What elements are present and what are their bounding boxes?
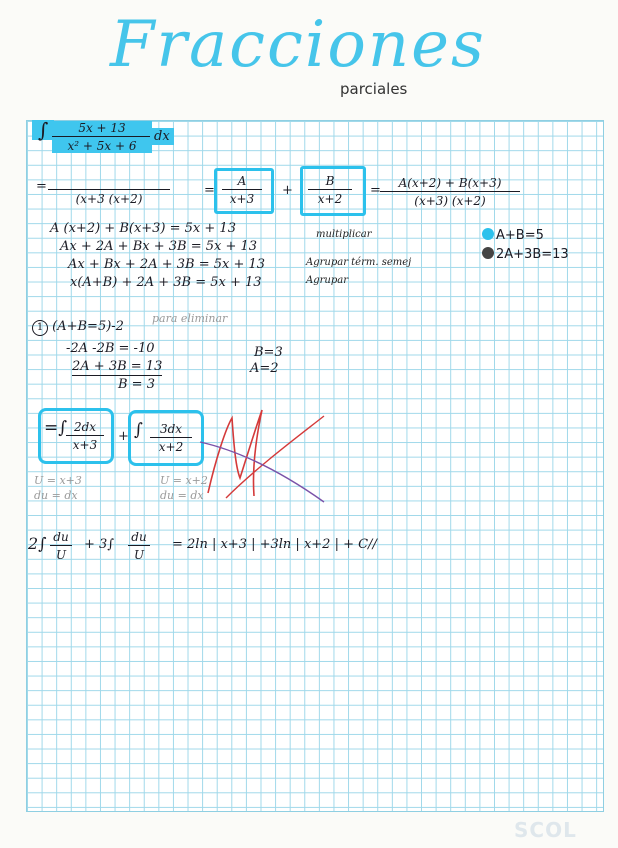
expansion-note-4: Agrupar [306, 275, 348, 286]
sub1-u: U = x+3 [34, 474, 82, 487]
sub2-u: U = x+2 [160, 474, 208, 487]
expansion-note-3: Agrupar térm. semej [306, 257, 412, 268]
final-fraction-b: $\frac{du}{U}$ [128, 530, 150, 562]
second-integral-prefix: ∫ [134, 420, 143, 440]
decomp-equals-2: = [370, 183, 381, 198]
sub2-du: du = dx [160, 489, 204, 502]
integral-fraction: $\frac{5x + 13}{\text{x² + 5x + 6}}$ [52, 121, 152, 153]
eq1-marker-icon [482, 228, 494, 240]
sub1-du: du = dx [34, 489, 78, 502]
second-integral-fraction: $\frac{3dx}{x+2}$ [150, 422, 192, 454]
final-plus: + 3∫ [84, 537, 115, 552]
final-fraction-a: $\frac{du}{U}$ [50, 530, 72, 562]
elimination-note: para eliminar [152, 312, 228, 325]
split-plus: + [118, 429, 129, 444]
integral-dx: dx [150, 128, 174, 145]
decomp-plus: + [282, 183, 293, 198]
elimination-result: B = 3 [118, 377, 155, 392]
system-eq-1: A+B=5 [482, 228, 544, 242]
expansion-line-4: x(A+B) + 2A + 3B = 5x + 13 [70, 275, 262, 290]
watermark-logo: SCOL [514, 818, 577, 842]
first-integral-prefix: =∫ [44, 418, 68, 438]
expansion-line-3: Ax + Bx + 2A + 3B = 5x + 13 [68, 257, 266, 272]
final-result: = 2ln | x+3 | +3ln | x+2 | + C// [172, 537, 377, 552]
factor-equals: = [36, 179, 47, 194]
first-integral-fraction: $\frac{2dx}{x+3}$ [66, 420, 104, 452]
system-eq-2: 2A+3B=13 [482, 247, 569, 261]
expansion-line-1: A (x+2) + B(x+3) = 5x + 13 [50, 221, 236, 236]
term-a-fraction: $\frac{A}{x+3}$ [222, 174, 262, 206]
expansion-line-2: Ax + 2A + Bx + 3B = 5x + 13 [60, 239, 258, 254]
page-title: Fracciones [110, 8, 486, 82]
final-coef-2: 2∫ [28, 534, 47, 553]
value-b: B=3 [254, 345, 283, 360]
factor-fraction: (x+3 (x+2) [48, 176, 170, 206]
eq2-marker-icon [482, 247, 494, 259]
elimination-step: 1 (A+B=5)-2 [32, 320, 124, 336]
elimination-line-1: -2A -2B = -10 [66, 341, 155, 356]
elimination-line-2: 2A + 3B = 13 [72, 359, 163, 374]
expansion-note-1: multiplicar [316, 229, 372, 240]
value-a: A=2 [250, 361, 279, 376]
decomp-equals: = [204, 183, 215, 198]
term-b-fraction: $\frac{B}{x+2}$ [308, 174, 352, 206]
integral-sign: ∫ [32, 120, 54, 140]
scribble-drawing [196, 398, 346, 508]
page-subtitle: parciales [340, 80, 408, 98]
combined-fraction: $\frac{A(x+2) + B(x+3)}{(x+3) (x+2)}$ [380, 176, 520, 208]
